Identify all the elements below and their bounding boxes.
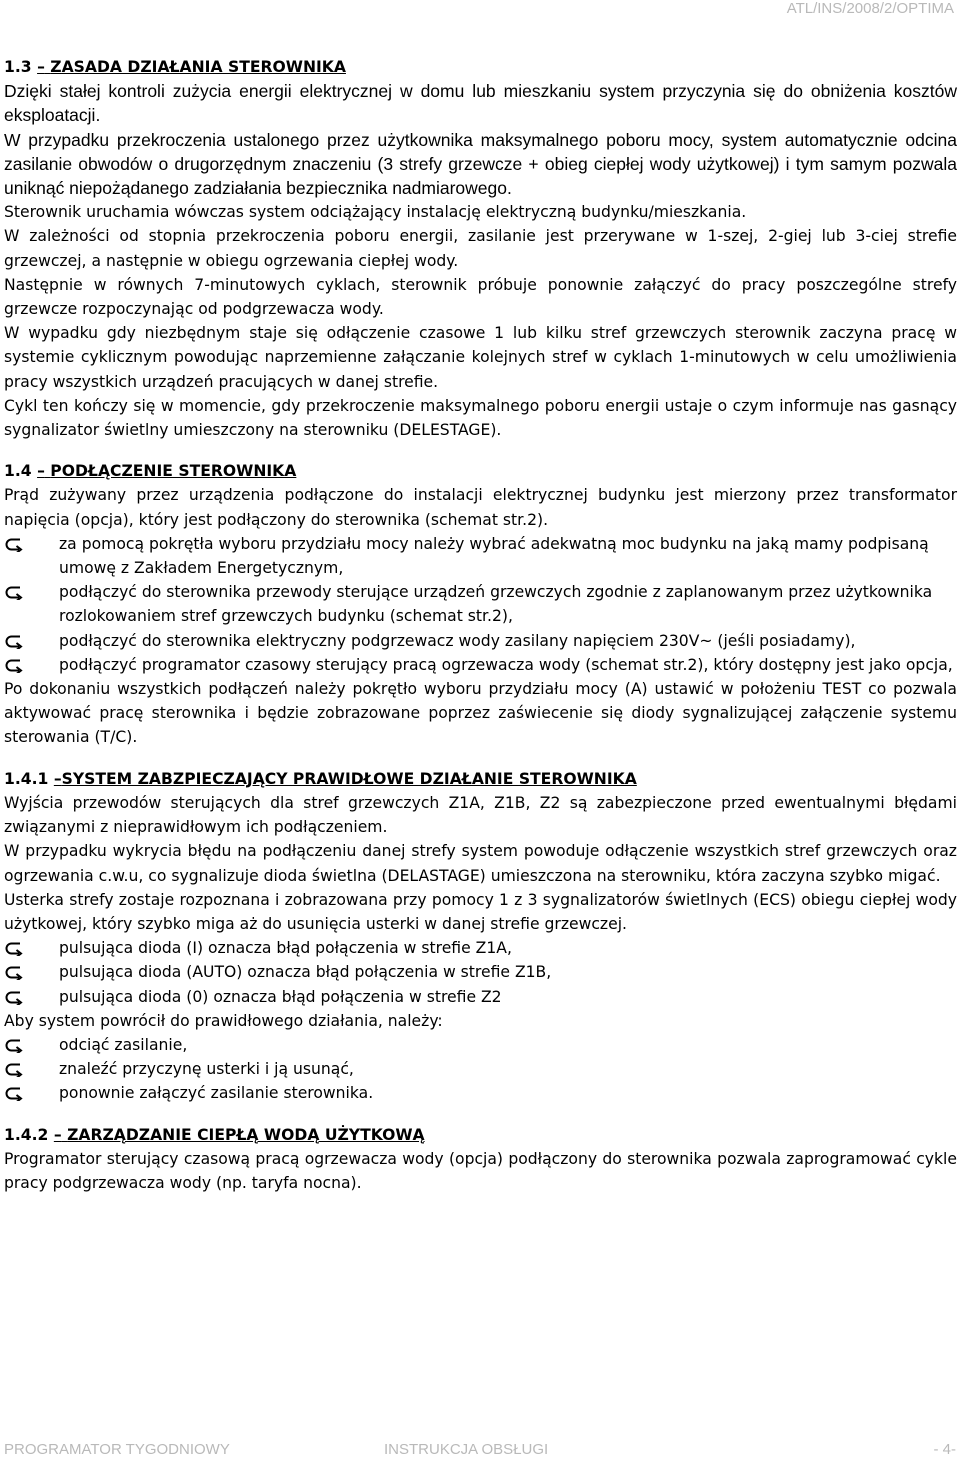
document-id: ATL/INS/2008/2/OPTIMA [786,0,954,17]
list-item: podłączyć do sterownika elektryczny podgrzewacz wody zasilany napięciem 230V~ (jeśli posiadamy), [4,629,957,653]
section-heading-1-4 [4,459,957,483]
arrow-bullet-icon [4,985,26,1005]
section-title: – PODŁĄCZENIE STEROWNIKA [37,462,297,481]
page-footer [4,1441,956,1461]
arrow-bullet-icon [4,1081,26,1101]
list-item: znaleźć przyczynę usterki i ją usunąć, [4,1057,957,1081]
page-number: - 4- [933,1441,956,1458]
section-number: 1.3 [4,58,32,76]
arrow-bullet-icon [4,1033,26,1053]
paragraph: Cykl ten kończy się w momencie, gdy przekroczenie maksymalnego poboru energii ustaje o czym informuje nas gasnący sygnalizator świetlny umieszczony na sterowniku (DELESTAGE). [4,396,957,440]
section-title: –SYSTEM ZABZPIECZAJĄCY PRAWIDŁOWE DZIAŁANIE STEROWNIKA [53,769,637,788]
arrow-bullet-icon [4,960,26,980]
arrow-bullet-icon [4,1057,26,1077]
section-heading-1-4-2 [4,1123,957,1147]
list-item: za pomocą pokrętła wyboru przydziału mocy należy wybrać adekwatną moc budynku na jaką mamy podpisaną umowę z Zakładem Energetycznym, [4,532,957,580]
paragraph: Programator sterujący czasową pracą ogrzewacza wody (opcja) podłączony do sterownika pozwala zaprogramować cykle pracy podgrzewacza wody (np. taryfa nocna). [4,1149,957,1192]
list-item: podłączyć programator czasowy sterujący pracą ogrzewacza wody (schemat str.2), który dostępny jest jako opcja, [4,653,957,677]
section-heading-1-4-1 [4,767,957,791]
paragraph: Dzięki stałej kontroli zużycia energii elektrycznej w domu lub mieszkaniu system przyczynia się do obniżenia kosztów eksploatacji. [4,81,957,126]
arrow-bullet-icon [4,629,26,649]
list-item: pulsująca dioda (AUTO) oznacza błąd połączenia w strefie Z1B, [4,960,957,984]
paragraph: Usterka strefy zostaje rozpoznana i zobrazowana przy pomocy 1 z 3 sygnalizatorów świetlnych (ECS) obiegu ciepłej wody użytkowej, który szybko miga aż do usunięcia usterki w danej strefie grzewczej. [4,890,957,933]
list-item: podłączyć do sterownika przewody sterujące urządzeń grzewczych zgodnie z zaplanowanym przez użytkownika rozlokowaniem stref grzewczych budynku (schemat str.2), [4,580,957,628]
section-title: – ZARZĄDZANIE CIEPŁĄ WODĄ UŻYTKOWĄ [53,1125,425,1144]
section-title: – ZASADA DZIAŁANIA STEROWNIKA [37,58,346,76]
arrow-bullet-icon [4,653,26,673]
paragraph: Po dokonaniu wszystkich podłączeń należy pokrętło wyboru przydziału mocy (A) ustawić w położeniu TEST co pozwala aktywować pracę sterownika i będzie zobrazowane poprzez zaświecenie się diody sygnalizującej załączenie systemu sterowania (T/C). [4,680,957,747]
list-item: pulsująca dioda (0) oznacza błąd połączenia w strefie Z2 [4,985,957,1009]
list-item: pulsująca dioda (I) oznacza błąd połączenia w strefie Z1A, [4,936,957,960]
paragraph: W zależności od stopnia przekroczenia poboru energii, zasilanie jest przerywane w 1-szej, 2-giej lub 3-ciej strefie grzewczej, a następnie w obiegu ogrzewania ciepłej wody. [4,227,957,270]
paragraph: W przypadku wykrycia błędu na podłączeniu danej strefy system powoduje odłączenie wszystkich stref grzewczych oraz ogrzewania c.w.u, co sygnalizuje dioda świetlna (DELASTAGE) umieszczona na sterowniku, która zaczyna szybko migać. [4,842,957,885]
paragraph: Prąd zużywany przez urządzenia podłączone do instalacji elektrycznej budynku jest mierzony przez transformator napięcia (opcja), który jest podłączony do sterownika (schemat str.2). [4,486,957,529]
arrow-bullet-icon [4,936,26,956]
section-number: 1.4.1 [4,769,49,788]
list-item: ponownie załączyć zasilanie sterownika. [4,1081,957,1105]
paragraph: Wyjścia przewodów sterujących dla stref grzewczych Z1A, Z1B, Z2 są zabezpieczone przed ewentualnymi błędami związanymi z nieprawidłowym ich podłączeniem. [4,793,957,837]
section-number: 1.4.2 [4,1125,49,1144]
footer-product-name: PROGRAMATOR TYGODNIOWY [4,1441,230,1458]
arrow-bullet-icon [4,580,26,600]
paragraph: W wypadku gdy niezbędnym staje się odłączenie czasowe 1 lub kilku stref grzewczych sterownik zaczyna pracę w systemie cyklicznym powodując naprzemienne załączanie kolejnych stref w cyklach 1-minutowych w celu umożliwienia pracy wszystkich urządzeń pracujących w danej strefie. [4,324,957,391]
arrow-bullet-icon [4,532,26,552]
paragraph: W przypadku przekroczenia ustalonego przez użytkownika maksymalnego poboru mocy, system automatycznie odcina zasilanie obwodów o drugorzędnym znaczeniu (3 strefy grzewcze + obieg ciepłej wody użytkowej) i tym samym pozwala uniknąć niepożądanego zadziałania bezpiecznika nadmiarowego. [4,129,957,199]
paragraph: Sterownik uruchamia wówczas system odciążający instalację elektryczną budynku/mieszkania. [4,203,747,222]
section-heading-1-3 [4,55,957,79]
list-item: odciąć zasilanie, [4,1033,957,1057]
page-content [4,55,957,1195]
footer-document-type: INSTRUKCJA OBSŁUGI [384,1441,549,1458]
paragraph: Aby system powrócił do prawidłowego działania, należy: [4,1011,443,1030]
paragraph: Następnie w równych 7-minutowych cyklach, sterownik próbuje ponownie załączyć do pracy poszczególne strefy grzewcze rozpoczynając od podgrzewacza wody. [4,275,957,319]
section-number: 1.4 [4,462,32,481]
